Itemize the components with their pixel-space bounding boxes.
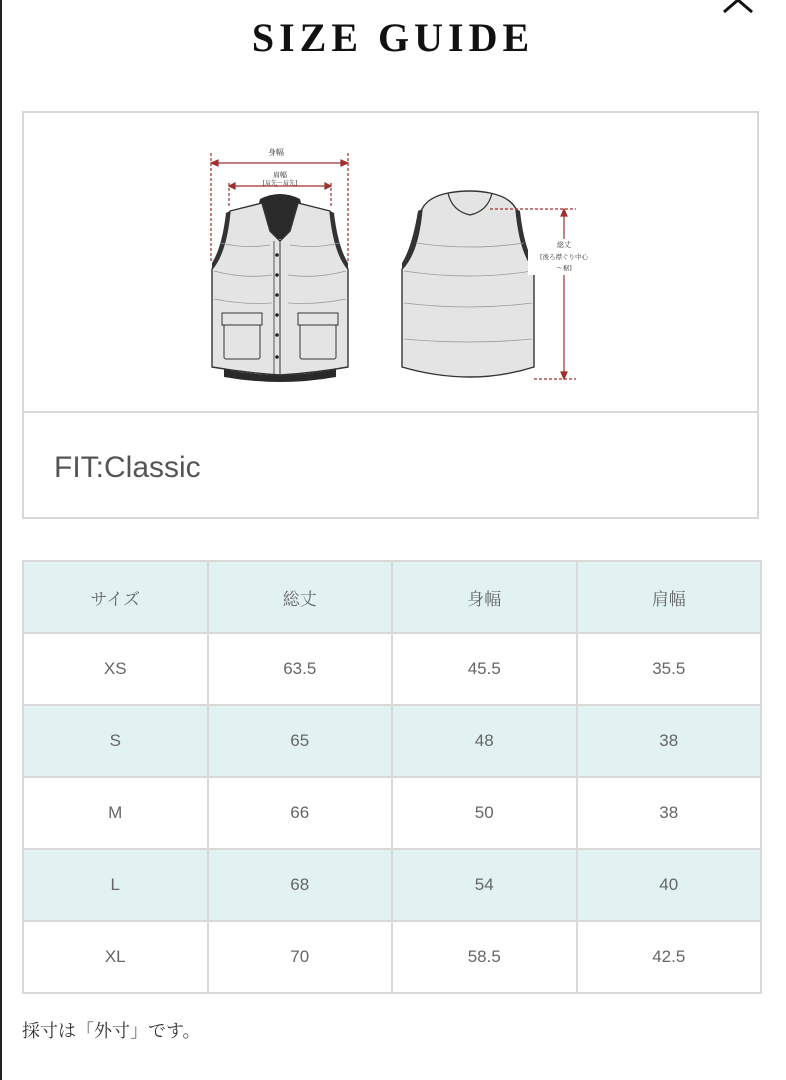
cell-size: S: [23, 705, 208, 777]
cell-size: L: [23, 849, 208, 921]
cell-body-width: 45.5: [392, 633, 577, 705]
size-table: [22, 560, 762, 994]
cell-shoulder: 40: [577, 849, 762, 921]
cell-length: 68: [208, 849, 393, 921]
table-row: [23, 633, 761, 705]
cell-shoulder: 42.5: [577, 921, 762, 993]
cell-size: M: [23, 777, 208, 849]
header-length: 総丈: [208, 561, 393, 633]
cell-shoulder: 38: [577, 705, 762, 777]
cell-size: XS: [23, 633, 208, 705]
cell-length: 63.5: [208, 633, 393, 705]
label-shoulder-sub: [肩先〜肩先]: [262, 180, 298, 187]
screen-edge: [0, 0, 2, 1080]
vest-illustration: [24, 113, 761, 415]
label-body-width: 身幅: [268, 148, 284, 157]
table-row: [23, 921, 761, 993]
cell-shoulder: 35.5: [577, 633, 762, 705]
label-shoulder: 肩幅: [273, 171, 287, 179]
size-diagram: [22, 111, 759, 413]
cell-body-width: 48: [392, 705, 577, 777]
cell-body-width: 54: [392, 849, 577, 921]
page-title: SIZE GUIDE: [251, 15, 535, 60]
table-row: [23, 705, 761, 777]
fit-panel: [22, 413, 759, 519]
label-length-sub1: [後ろ襟ぐり中心: [539, 253, 589, 261]
cell-body-width: 58.5: [392, 921, 577, 993]
cell-length: 66: [208, 777, 393, 849]
cell-length: 65: [208, 705, 393, 777]
label-length: 総丈: [557, 241, 571, 249]
cell-size: XL: [23, 921, 208, 993]
fit-label: FIT:Classic: [54, 451, 201, 484]
header-body-width: 身幅: [392, 561, 577, 633]
cell-length: 70: [208, 921, 393, 993]
table-row: [23, 849, 761, 921]
label-length-sub2: 〜裾]: [556, 264, 572, 272]
table-header-row: [23, 561, 761, 633]
measurement-note: 採寸は「外寸」です。: [22, 1021, 201, 1041]
header-size: サイズ: [23, 561, 208, 633]
header-shoulder: 肩幅: [577, 561, 762, 633]
cell-shoulder: 38: [577, 777, 762, 849]
cell-body-width: 50: [392, 777, 577, 849]
table-row: [23, 777, 761, 849]
